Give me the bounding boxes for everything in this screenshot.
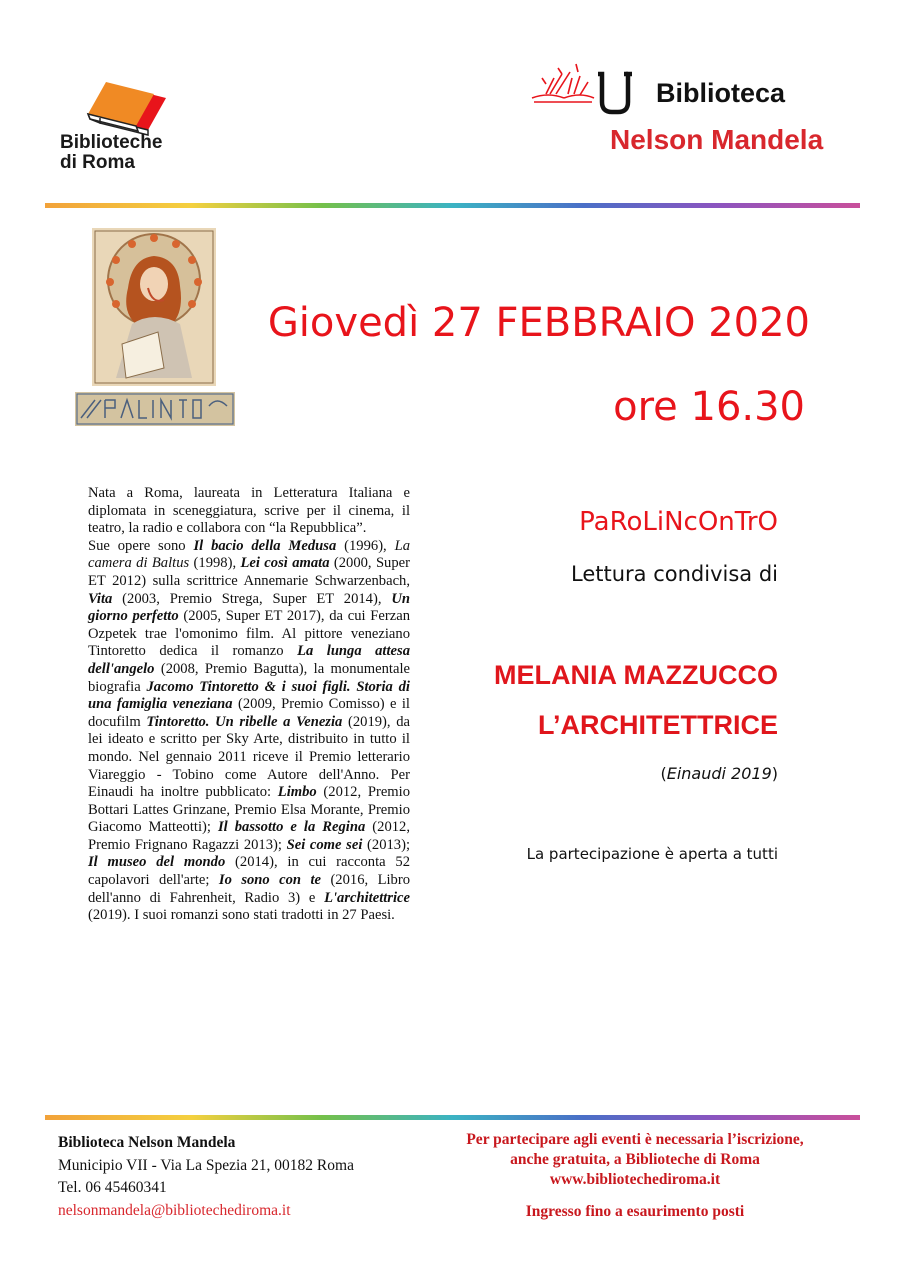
publisher-name: Einaudi 2019 xyxy=(666,764,772,783)
left-logo-line2: di Roma xyxy=(60,152,135,173)
bio-text: (2003, Premio Strega, Super ET 2014), xyxy=(112,590,392,607)
bio-paragraph-1: Nata a Roma, laureata in Letteratura Italiana e diplomata in sceneggiatura, scrive per il cinema, il teatro, la radio e collabora con “la Repubblica”. xyxy=(88,485,410,537)
bio-work-title: Jacomo Tintoretto & i suoi figli. Storia di una famiglia veneziana xyxy=(88,678,410,713)
bio-text: (2012, Premio Bottari Lattes Grinzane, Premio Elsa Morante, Premio Giacomo Matteotti); xyxy=(88,784,411,836)
library-phone: Tel. 06 45460341 xyxy=(58,1179,167,1196)
bio-work-title: La lunga attesa dell'angelo xyxy=(88,643,410,677)
biblioteca-nelson-mandela-logo xyxy=(528,48,858,163)
art-nouveau-poster-illustration xyxy=(92,228,216,386)
library-address: Municipio VII - Via La Spezia 21, 00182 Roma xyxy=(58,1156,354,1174)
book-logo-icon xyxy=(78,78,168,138)
left-logo-text xyxy=(60,133,162,173)
bio-text: Sue opere sono xyxy=(88,537,194,554)
left-logo-line1: Biblioteche xyxy=(60,132,163,153)
biblioteche-di-roma-logo xyxy=(60,78,210,178)
bio-work-title: Lei così amata xyxy=(240,555,330,572)
bio-text: (1996), xyxy=(336,537,395,554)
bio-text: (2005, Super ET 2017), da cui Ferzan Ozpetek trae l'omonimo film. Al pittore veneziano Tintoretto dedica il romanzo xyxy=(88,608,410,660)
bio-work-title: La camera di Baltus xyxy=(88,537,410,572)
right-logo-word: Biblioteca xyxy=(656,78,786,108)
open-book-icon xyxy=(528,48,653,118)
bio-text: (2019). I suoi romanzi sono stati tradotti in 27 Paesi. xyxy=(88,907,395,924)
registration-notice xyxy=(425,1130,845,1222)
website-link[interactable]: www.bibliotechediroma.it xyxy=(549,1171,721,1188)
bio-work-title: Il bassotto e la Regina xyxy=(217,819,366,836)
event-date: Giovedì 27 FEBBRAIO 2020 xyxy=(267,300,810,346)
book-title: L’ARCHITETTRICE xyxy=(538,710,778,740)
bio-work-title: Sei come sei xyxy=(286,836,363,853)
bio-work-title: Il museo del mondo xyxy=(88,854,226,871)
bio-work-title: Limbo xyxy=(277,784,317,801)
bio-text: (1998), xyxy=(189,555,241,572)
publisher-info xyxy=(430,764,778,783)
bottom-divider xyxy=(45,1115,860,1120)
bio-work-title: Un giorno perfetto xyxy=(88,590,410,625)
bio-work-title: Tintoretto. Un ribelle a Venezia xyxy=(146,713,343,730)
bio-work-title: Il bacio della Medusa xyxy=(193,537,337,554)
bio-text: (2000, Super ET 2012) sulla scrittrice Annemarie Schwarzenbach, xyxy=(88,555,410,589)
bio-work-title: Io sono con te xyxy=(218,872,322,889)
right-logo-subtitle: Nelson Mandela xyxy=(610,124,824,155)
library-email-link[interactable]: nelsonmandela@bibliotechediroma.it xyxy=(58,1201,291,1219)
top-divider xyxy=(45,203,860,208)
bio-text: (2009, Premio Comisso) e il docufilm xyxy=(88,696,410,730)
bio-text: (2014), in cui racconta 52 capolavori dell'arte; xyxy=(88,854,410,889)
notice-line-2: anche gratuita, a Biblioteche di Roma xyxy=(510,1151,760,1168)
event-time: ore 16.30 xyxy=(613,384,805,430)
publisher-paren-close: ) xyxy=(771,764,778,783)
bio-text: (2019), da lei ideato e scritto per Sky Arte, distribuito in tutto il mondo. Nel gennaio 2011 riceve il Premio letterario Viareggio - Tobino come Autore dell'Anno. Per Einaudi ha inoltre pubblicato: xyxy=(88,713,410,801)
author-name: MELANIA MAZZUCCO xyxy=(494,660,778,690)
bio-paragraph-2 xyxy=(88,538,410,925)
library-name: Biblioteca Nelson Mandela xyxy=(58,1134,236,1151)
library-contact xyxy=(58,1132,418,1222)
open-participation-note: La partecipazione è aperta a tutti xyxy=(526,845,778,863)
parolincontro-banner-graphic xyxy=(75,392,235,426)
reading-label: Lettura condivisa di xyxy=(571,562,778,586)
notice-line-1: Per partecipare agli eventi è necessaria l’iscrizione, xyxy=(466,1131,804,1148)
publisher-paren-open: ( xyxy=(660,764,667,783)
bio-text: (2008, Premio Bagutta), la monumentale biografia xyxy=(88,660,410,695)
bio-text: (2012, Premio Frignano Ragazzi 2013); xyxy=(88,819,410,853)
bio-work-title: Vita xyxy=(88,590,113,607)
bio-text: (2016, Libro dell'anno di Fahrenheit, Radio 3) e xyxy=(88,872,411,906)
parolincontro-banner xyxy=(75,392,235,426)
entry-note: Ingresso fino a esaurimento posti xyxy=(525,1203,745,1220)
bio-text: (2013); xyxy=(362,836,410,853)
bio-work-title: L'architettrice xyxy=(324,889,410,906)
author-biography xyxy=(88,485,410,925)
series-title: PaRoLiNcOnTrO xyxy=(579,507,778,537)
